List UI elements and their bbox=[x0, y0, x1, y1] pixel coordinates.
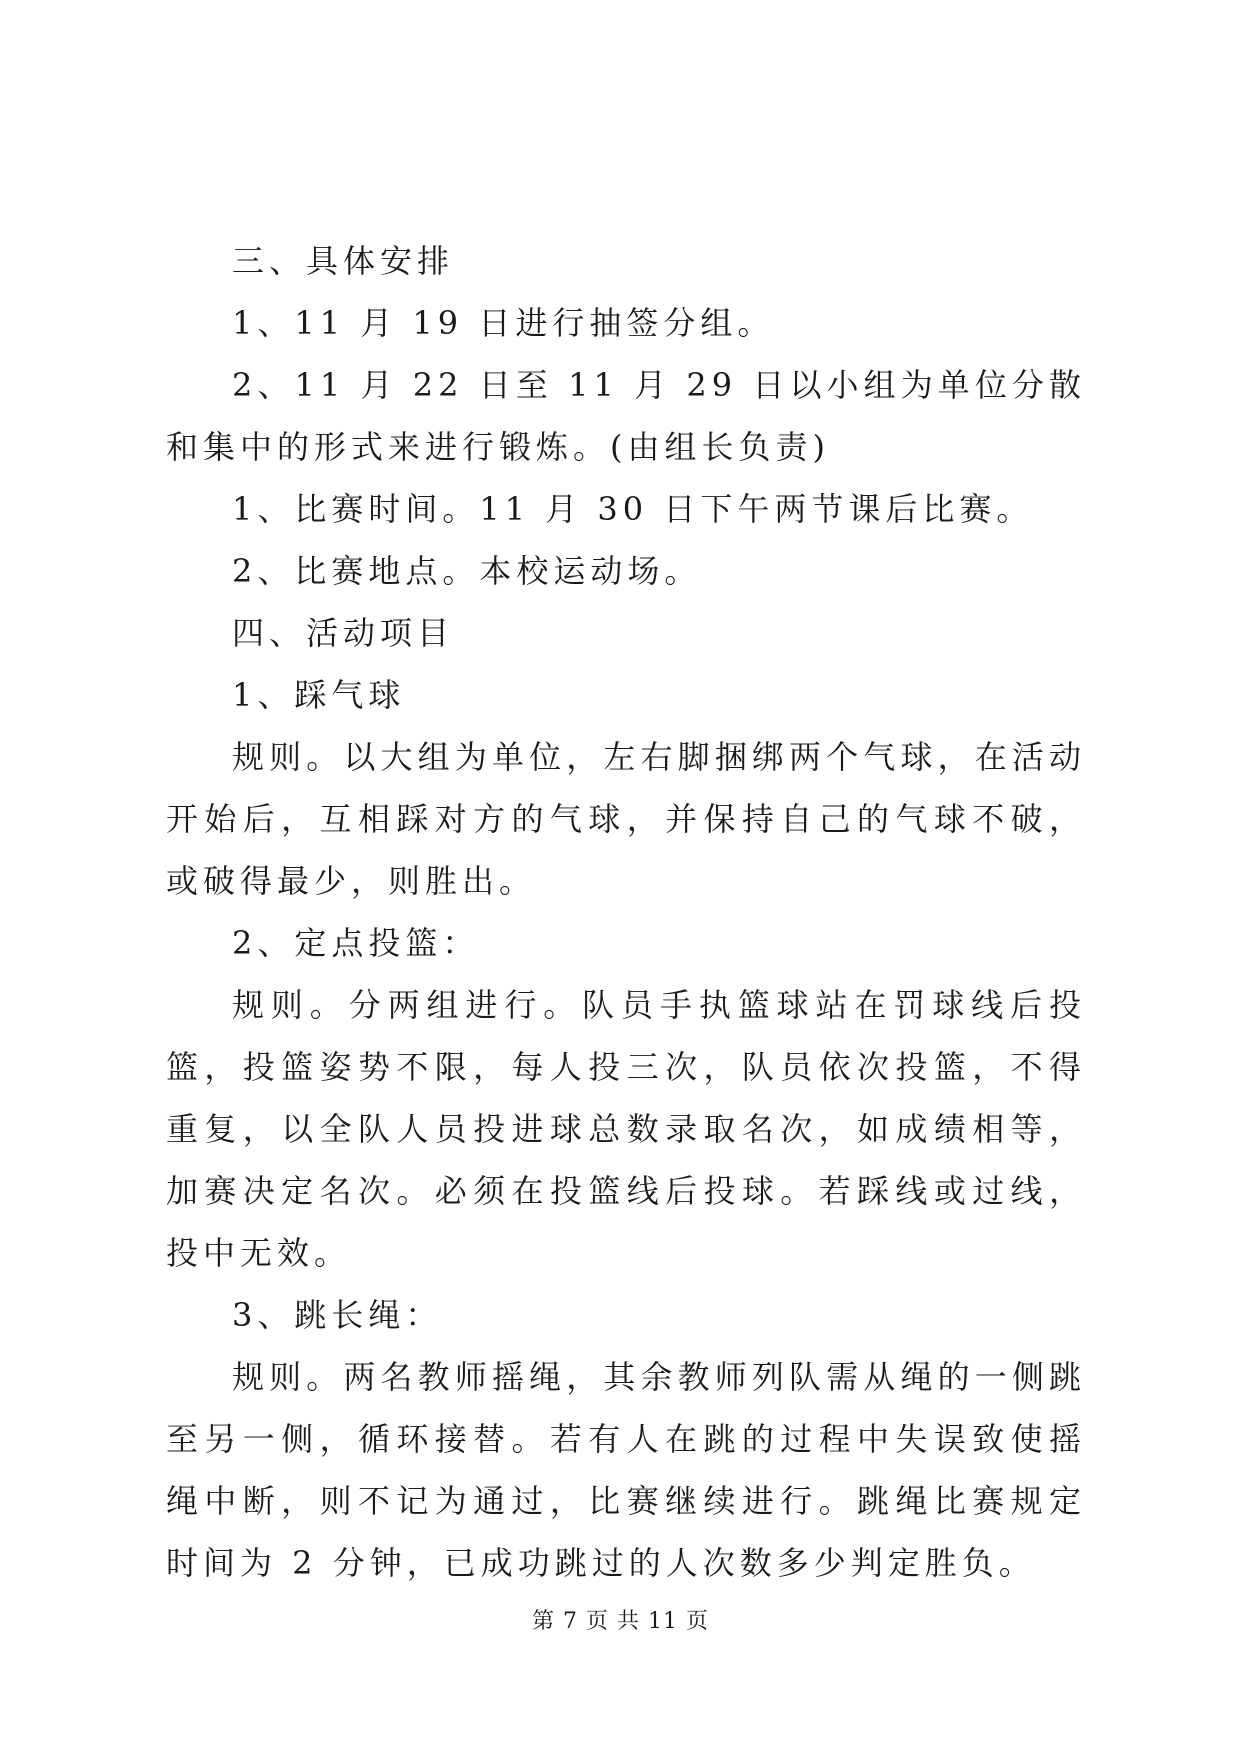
event-title-balloon: 1、踩气球 bbox=[232, 676, 406, 714]
section-heading-events: 四、活动项目 bbox=[232, 614, 455, 652]
paragraph-match-venue: 2、比赛地点。本校运动场。 bbox=[232, 552, 702, 590]
event-rules-shooting: 规则。分两组进行。队员手执篮球站在罚球线后投篮，投篮姿势不限，每人投三次，队员依次投篮，不得重复，以全队人员投进球总数录取名次，如成绩相等，加赛决定名次。必须在投篮线后投球。若踩线或过线，投中无效。 bbox=[166, 986, 1086, 1272]
paragraph-draw-grouping: 1、11 月 19 日进行抽签分组。 bbox=[232, 304, 775, 342]
event-title-long-rope: 3、跳长绳： bbox=[232, 1296, 443, 1334]
event-title-shooting: 2、定点投篮： bbox=[232, 924, 480, 962]
paragraph-training-period: 2、11 月 22 日至 11 月 29 日以小组为单位分散和集中的形式来进行锻炼。(由组长负责) bbox=[166, 366, 1086, 466]
page-number-footer: 第 7 页 共 11 页 bbox=[532, 1609, 709, 1634]
paragraph-match-time: 1、比赛时间。11 月 30 日下午两节课后比赛。 bbox=[232, 490, 1034, 528]
document-body bbox=[166, 230, 1086, 1594]
event-rules-balloon: 规则。以大组为单位，左右脚捆绑两个气球，在活动开始后，互相踩对方的气球，并保持自己的气球不破，或破得最少，则胜出。 bbox=[166, 738, 1086, 900]
event-rules-long-rope: 规则。两名教师摇绳，其余教师列队需从绳的一侧跳至另一侧，循环接替。若有人在跳的过程中失误致使摇绳中断，则不记为通过，比赛继续进行。跳绳比赛规定时间为 2 分钟，已成功跳过的人次数多少判定胜负。 bbox=[166, 1358, 1086, 1582]
section-heading-arrangement: 三、具体安排 bbox=[232, 242, 455, 280]
